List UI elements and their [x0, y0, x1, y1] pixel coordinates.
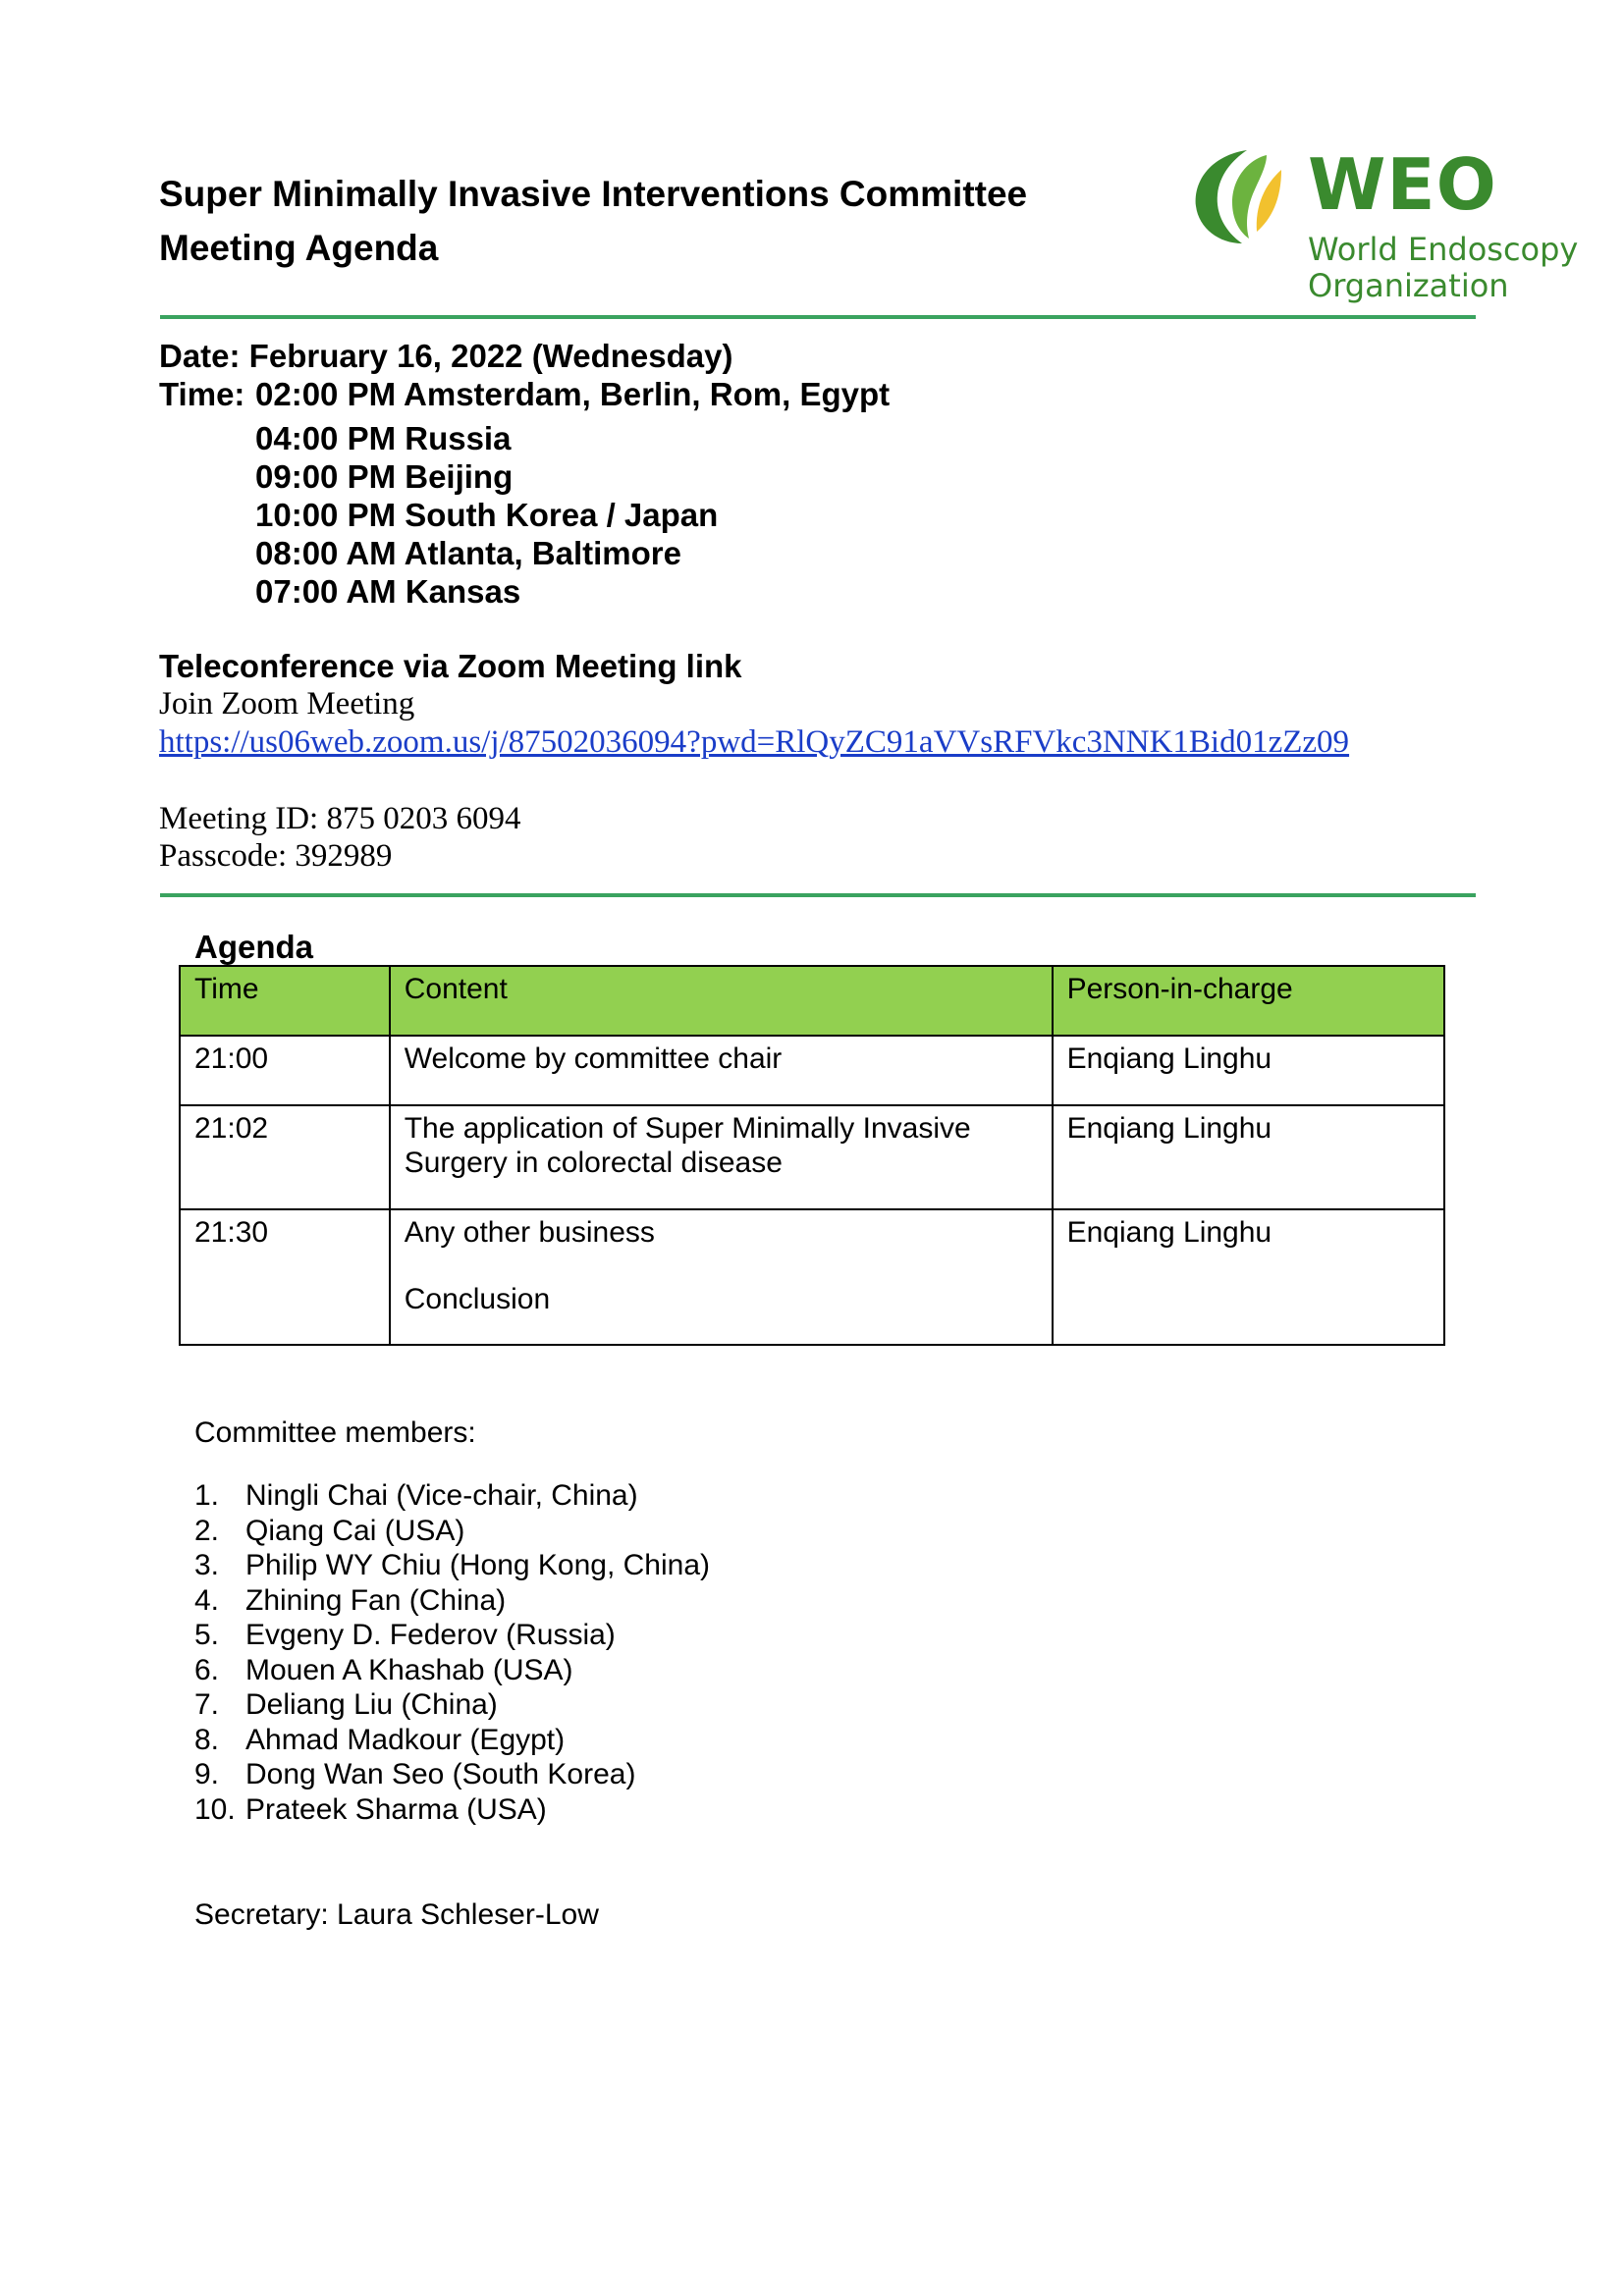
time-cell: 21:30: [180, 1209, 390, 1345]
time-entry: 08:00 AM Atlanta, Baltimore: [255, 535, 681, 571]
content-cell: The application of Super Minimally Invasive Surgery in colorectal disease: [390, 1105, 1053, 1209]
title-line-2: Meeting Agenda: [159, 228, 439, 268]
member-name: Dong Wan Seo (South Korea): [245, 1758, 636, 1790]
list-item: [194, 1583, 710, 1619]
member-name: Qiang Cai (USA): [245, 1514, 465, 1547]
person-cell: Enqiang Linghu: [1053, 1105, 1444, 1209]
member-name: Ningli Chai (Vice-chair, China): [245, 1479, 638, 1512]
members-list: [194, 1478, 710, 1827]
zoom-meeting-link[interactable]: https://us06web.zoom.us/j/87502036094?pwd=RlQyZC91aVVsRFVkc3NNK1Bid01zZz09: [159, 724, 1350, 760]
column-header: Person-in-charge: [1053, 966, 1444, 1036]
time-entry: 07:00 AM Kansas: [255, 573, 521, 610]
members-heading: Committee members:: [194, 1416, 476, 1449]
item-number: 5.: [194, 1619, 220, 1651]
content-line: Any other business: [404, 1216, 655, 1249]
item-number: 3.: [194, 1549, 220, 1581]
meeting-id: Meeting ID: 875 0203 6094: [159, 801, 521, 836]
time-entry: 04:00 PM Russia: [255, 420, 512, 456]
logo-name-line-2: Organization: [1308, 267, 1509, 304]
list-item: [194, 1514, 710, 1549]
member-name: Evgeny D. Federov (Russia): [245, 1619, 616, 1651]
list-item: [194, 1478, 710, 1514]
list-item: [194, 1792, 710, 1828]
logo-name: [1308, 232, 1578, 304]
table-row: [180, 1209, 1444, 1345]
time-cell: 21:02: [180, 1105, 390, 1209]
list-item: [194, 1723, 710, 1758]
time-entry: 10:00 PM South Korea / Japan: [255, 497, 719, 533]
item-number: 9.: [194, 1758, 220, 1790]
time-entry: 09:00 PM Beijing: [255, 458, 514, 495]
item-number: 8.: [194, 1723, 220, 1756]
table-row: [180, 1105, 1444, 1209]
column-header: Content: [390, 966, 1053, 1036]
header-divider: [160, 315, 1476, 319]
content-line: Conclusion: [404, 1283, 551, 1315]
member-name: Philip WY Chiu (Hong Kong, China): [245, 1549, 711, 1581]
item-number: 10.: [194, 1792, 236, 1826]
agenda-heading: Agenda: [194, 929, 314, 965]
list-item: [194, 1618, 710, 1653]
leaf-logo-icon: [1188, 145, 1296, 248]
content-cell: [390, 1209, 1053, 1345]
item-number: 6.: [194, 1653, 220, 1686]
list-item: [194, 1653, 710, 1688]
item-number: 1.: [194, 1479, 220, 1512]
list-item: [194, 1548, 710, 1583]
logo-name-line-1: World Endoscopy: [1308, 231, 1579, 268]
table-row: [180, 1036, 1444, 1105]
weo-logo: [1188, 145, 1581, 312]
time-cell: 21:00: [180, 1036, 390, 1105]
member-name: Zhining Fan (China): [245, 1583, 507, 1617]
list-item: [194, 1687, 710, 1723]
person-cell: Enqiang Linghu: [1053, 1209, 1444, 1345]
zoom-heading: Teleconference via Zoom Meeting link: [159, 648, 742, 684]
secretary: Secretary: Laura Schleser-Low: [194, 1898, 599, 1931]
column-header: Time: [180, 966, 390, 1036]
section-divider: [160, 893, 1476, 897]
item-number: 4.: [194, 1583, 220, 1617]
page-title: [159, 167, 1027, 275]
person-cell: Enqiang Linghu: [1053, 1036, 1444, 1105]
item-number: 2.: [194, 1514, 220, 1547]
time-entry: 02:00 PM Amsterdam, Berlin, Rom, Egypt: [255, 376, 891, 412]
title-line-1: Super Minimally Invasive Interventions Committee: [159, 174, 1028, 214]
zoom-join-text: Join Zoom Meeting: [159, 686, 415, 721]
member-name: Prateek Sharma (USA): [245, 1792, 547, 1826]
content-cell: Welcome by committee chair: [390, 1036, 1053, 1105]
time-label: Time:: [159, 376, 254, 412]
meeting-date: Date: February 16, 2022 (Wednesday): [159, 338, 733, 374]
logo-abbr: WEO: [1308, 143, 1497, 226]
agenda-table: [179, 965, 1445, 1346]
member-name: Mouen A Khashab (USA): [245, 1653, 573, 1686]
list-item: [194, 1757, 710, 1792]
item-number: 7.: [194, 1688, 220, 1721]
member-name: Ahmad Madkour (Egypt): [245, 1723, 566, 1756]
passcode: Passcode: 392989: [159, 838, 393, 874]
member-name: Deliang Liu (China): [245, 1688, 498, 1721]
table-header-row: [180, 966, 1444, 1036]
